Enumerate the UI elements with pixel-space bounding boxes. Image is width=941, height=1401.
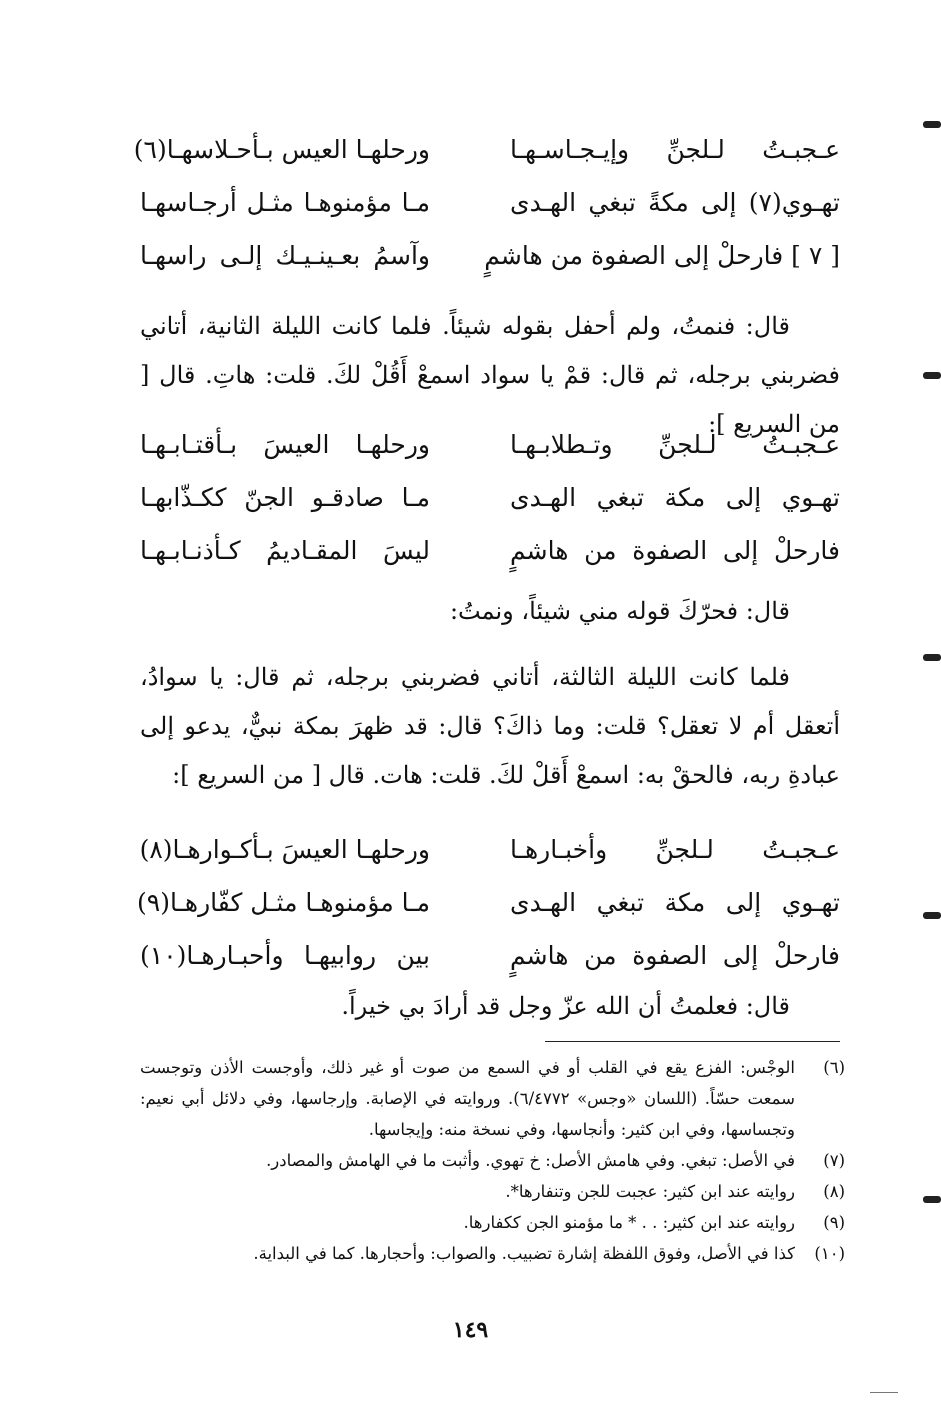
paragraph-text: قال: فعلمتُ أن الله عزّ وجل قد أرادَ بي خيراً. — [341, 992, 790, 1020]
second-hemistich: ورحلهـا العيس بـأحـلاسهـا(٦) — [133, 135, 430, 164]
prose-paragraph-3 — [140, 653, 840, 800]
verse-line — [137, 876, 840, 929]
second-hemistich: ورحلهـا العيسَ بـأقتـابـهـا — [140, 430, 430, 459]
first-hemistich: [ ٧ ] فارحلْ إلى الصفوة من هاشمٍ — [484, 241, 840, 270]
first-hemistich: تهـوي إلى مكة تبغي الهـدى — [510, 888, 840, 917]
prose-paragraph-4 — [140, 982, 840, 1031]
margin-mark — [923, 121, 941, 128]
verse-line — [133, 123, 840, 176]
footnote-text: كذا في الأصل، وفوق اللفظة إشارة تضبيب. والصواب: وأحجارها. كما في البداية. — [253, 1244, 795, 1263]
paragraph-text: قال: فنمتُ، ولم أحفل بقوله شيئاً. فلما كانت الليلة الثانية، أتاني فضربني برجله، ثم قال: قمْ يا سواد اسمعْ أَقُلْ لكَ. قلت: هاتِ. قال [ من السريع ]: — [140, 312, 840, 438]
footnotes — [140, 1052, 845, 1269]
footnote — [140, 1145, 845, 1176]
first-hemistich: عـجبـتُ لـلجنِّ وتـطلابـهـا — [510, 430, 840, 459]
poem-stanza-1 — [133, 123, 840, 282]
first-hemistich: تهـوي إلى مكة تبغي الهـدى — [510, 483, 840, 512]
second-hemistich: مـا صادقـو الجنّ ككـذّابهـا — [140, 483, 430, 512]
footnote-text: روايته عند ابن كثير: عجبت للجن وتنفارها*. — [505, 1182, 795, 1201]
verse-line — [140, 229, 840, 282]
verse-line — [140, 471, 840, 524]
footnote-text: في الأصل: تبغي. وفي هامش الأصل: خ تهوي. وأثبت ما في الهامش والمصادر. — [266, 1151, 795, 1170]
footnote-separator — [545, 1041, 840, 1042]
footnote-number: (٧) — [823, 1151, 845, 1170]
footnote-text: الوجْس: الفزع يقع في القلب أو في السمع من صوت أو غير ذلك، وأوجست الأذن وتوجست سمعت حسّاً. (اللسان «وجس» ٦/٤٧٧٢). وروايته في الإصابة. وإرجاسها، وفي دلائل أبي نعيم: وتجساسها، وفي ابن كثير: وأنجاسها، وفي نسخة منه: وإيجاسها. — [140, 1058, 795, 1139]
verse-line — [140, 929, 840, 982]
footnote — [140, 1176, 845, 1207]
poem-stanza-3 — [137, 823, 840, 982]
footnote-number: (٩) — [823, 1213, 845, 1232]
prose-paragraph-2 — [140, 587, 840, 636]
corner-scan-mark — [870, 1392, 898, 1393]
margin-mark — [923, 912, 941, 919]
paragraph-text: فلما كانت الليلة الثالثة، أتاني فضربني برجله، ثم قال: يا سوادُ، أتعقل أم لا تعقل؟ قلت: وما ذاكَ؟ قال: قد ظهرَ بمكة نبيٌّ، يدعو إلى عبادةِ ربه، فالحقْ به: اسمعْ أَقلْ لكَ. قلت: هات. قال [ من السريع ]: — [140, 663, 840, 789]
poem-stanza-2 — [140, 418, 840, 577]
first-hemistich: عـجبـتُ لـلجنِّ وإيـجـاسـهـا — [510, 135, 840, 164]
second-hemistich: بين روابيهـا وأحبـارهـا(١٠) — [140, 941, 430, 970]
first-hemistich: فارحلْ إلى الصفوة من هاشمٍ — [510, 941, 840, 970]
first-hemistich: عـجبـتُ لـلجنِّ وأخبـارهـا — [510, 835, 840, 864]
margin-mark — [923, 654, 941, 661]
verse-line — [140, 823, 840, 876]
footnote-text: روايته عند ابن كثير: . . * ما مؤمنو الجن ككفارها. — [463, 1213, 795, 1232]
margin-mark — [923, 1196, 941, 1203]
second-hemistich: وآسمُ بعـينـيـك إلـى راسهـا — [140, 241, 430, 270]
verse-line — [140, 418, 840, 471]
first-hemistich: تهـوي(٧) إلى مكةً تبغي الهـدى — [510, 188, 840, 217]
second-hemistich: ليسَ المقـاديمُ كـأذنـابـهـا — [140, 536, 430, 565]
verse-line — [140, 176, 840, 229]
second-hemistich: مـا مؤمنوهـا مثـل أرجـاسهـا — [140, 188, 430, 217]
page-number: ١٤٩ — [452, 1317, 489, 1343]
margin-mark — [923, 372, 941, 379]
footnote — [140, 1238, 845, 1269]
second-hemistich: ورحلهـا العيسَ بـأكـوارهـا(٨) — [139, 835, 430, 864]
verse-line — [140, 524, 840, 577]
footnote-number: (١٠) — [814, 1244, 845, 1263]
footnote-number: (٦) — [823, 1058, 845, 1077]
second-hemistich: مـا مؤمنوهـا مثـل كفّارهـا(٩) — [137, 888, 430, 917]
footnote — [140, 1052, 845, 1145]
paragraph-text: قال: فحرّكَ قوله مني شيئاً، ونمتُ: — [449, 597, 790, 625]
first-hemistich: فارحلْ إلى الصفوة من هاشمٍ — [510, 536, 840, 565]
footnote — [140, 1207, 845, 1238]
footnote-number: (٨) — [823, 1182, 845, 1201]
